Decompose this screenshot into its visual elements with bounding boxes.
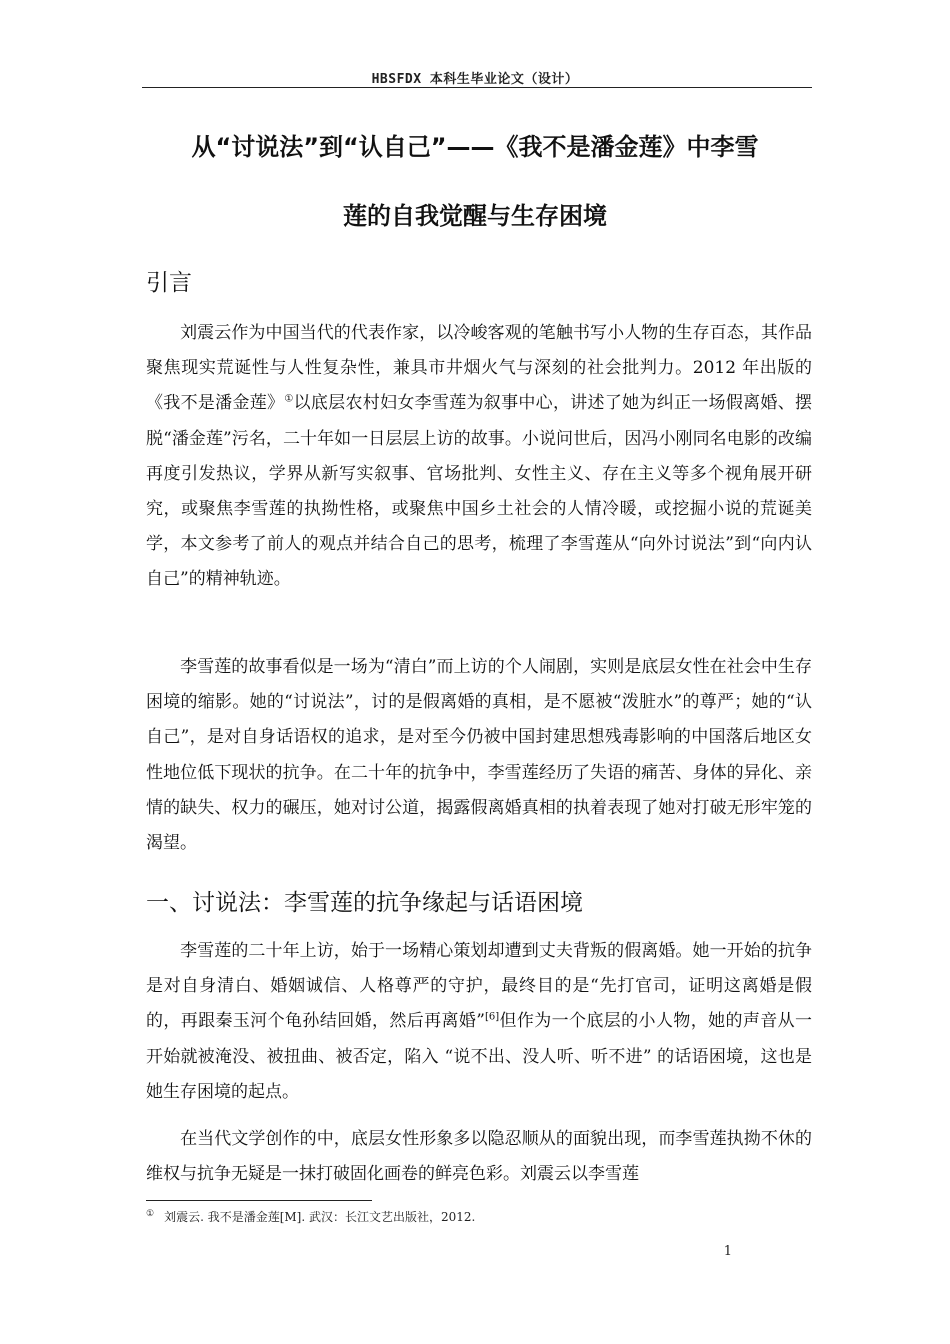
section-1-paragraph-2-text: 在当代文学创作的中，底层女性形象多以隐忍顺从的面貌出现，而李雪莲执拗不休的维权与抗争无疑是一抹打破固化画卷的鲜亮色彩。刘震云以李雪莲 bbox=[146, 1129, 812, 1185]
footnote-mark: ① bbox=[146, 1209, 155, 1219]
footnote-rule bbox=[146, 1200, 372, 1201]
running-header: HBSFDX 本科生毕业论文（设计） bbox=[371, 72, 579, 87]
section-1-paragraph-1-text-a: 李雪莲的二十年上访，始于一场精心策划却遭到丈夫背叛的假离婚。她一开始的抗争是对自身清白、婚姻诚信、人格尊严的守护，最终目的是“先打官司，证明这离婚是假的，再跟秦玉河个龟孙结回婚，然后再离婚” bbox=[146, 941, 812, 1032]
footnote bbox=[146, 1208, 475, 1225]
section-1-paragraph-1-text-b: 但作为一个底层的小人物，她的声音从一开始就被淹没、被扭曲、被否定，陷入 “说不出、没人听、听不进” 的话语困境，这也是她生存困境的起点。 bbox=[146, 1011, 812, 1102]
intro-paragraph-2-text: 李雪莲的故事看似是一场为“清白”而上访的个人闹剧，实则是底层女性在社会中生存困境的缩影。她的“讨说法”，讨的是假离婚的真相，是不愿被“泼脏水”的尊严；她的“认自己”，是对自身话语权的追求，是对至今仍被中国封建思想残毒影响的中国落后地区女性地位低下现状的抗争。在二十年的抗争中，李雪莲经历了失语的痛苦、身体的异化、亲情的缺失、权力的碾压，她对讨公道，揭露假离婚真相的执着表现了她对打破无形牢笼的渴望。 bbox=[146, 657, 812, 854]
intro-heading: 引言 bbox=[146, 270, 192, 296]
footnote-text: 刘震云. 我不是潘金莲[M]. 武汉：长江文艺出版社，2012. bbox=[164, 1210, 476, 1224]
intro-paragraph-2 bbox=[146, 650, 812, 861]
header-rule bbox=[142, 87, 812, 88]
section-1-paragraph-1 bbox=[146, 934, 812, 1110]
intro-paragraph-1-text-b: 以底层农村妇女李雪莲为叙事中心，讲述了她为纠正一场假离婚、摆脱“潘金莲”污名，二十年如一日层层上访的故事。小说问世后，因冯小刚同名电影的改编再度引发热议，学界从新写实叙事、官场批判、女性主义、存在主义等多个视角展开研究，或聚焦李雪莲的执拗性格，或聚焦中国乡土社会的人情冷暖，或挖掘小说的荒诞美学，本文参考了前人的观点并结合自己的思考，梳理了李雪莲从“向外讨说法”到“向内认自己”的精神轨迹。 bbox=[146, 393, 813, 590]
citation-ref-6: [6] bbox=[484, 1011, 500, 1023]
intro-paragraph-1-text-a: 刘震云作为中国当代的代表作家，以冷峻客观的笔触书写小人物的生存百态，其作品聚焦现实荒诞性与人性复杂性，兼具市井烟火气与深刻的社会批判力。2012 年出版的《我不是潘金莲》 bbox=[146, 323, 812, 414]
section-1-paragraph-2 bbox=[146, 1122, 812, 1192]
paper-title-line-2: 莲的自我觉醒与生存困境 bbox=[343, 202, 607, 230]
section-1-heading: 一、讨说法：李雪莲的抗争缘起与话语困境 bbox=[146, 890, 583, 916]
footnote-ref-1: ① bbox=[284, 393, 294, 405]
intro-paragraph-1 bbox=[146, 316, 812, 598]
paper-title-line-1: 从“讨说法”到“认自己”——《我不是潘金莲》中李雪 bbox=[191, 133, 759, 161]
page-number: 1 bbox=[723, 1244, 732, 1259]
